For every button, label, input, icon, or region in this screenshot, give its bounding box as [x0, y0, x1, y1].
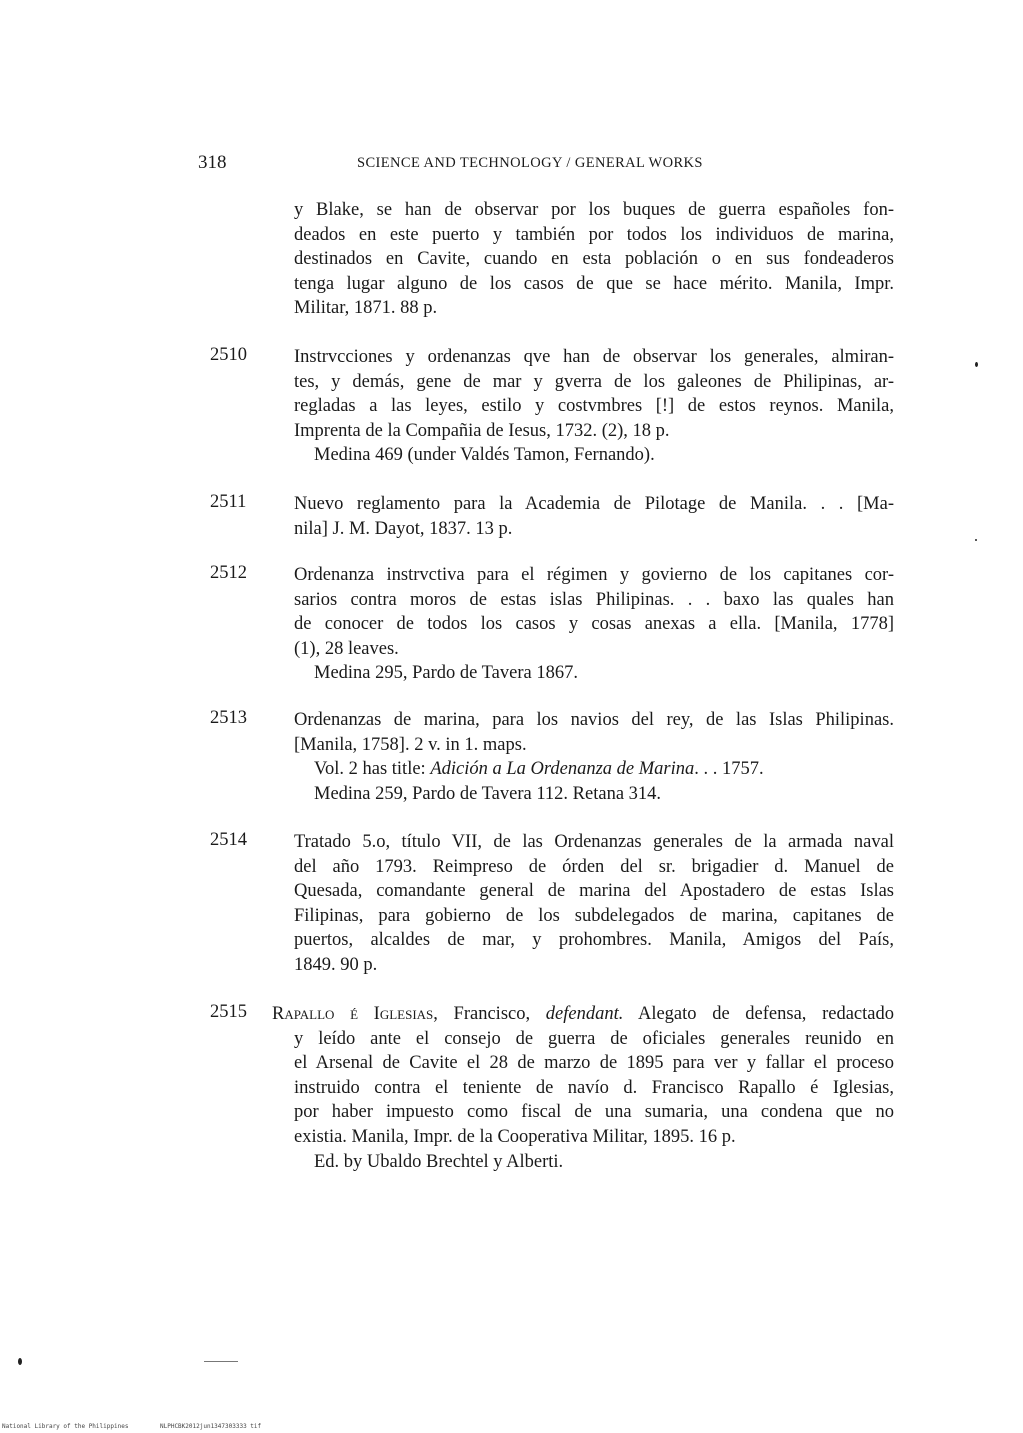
scan-speck [18, 1358, 22, 1365]
text-line: Militar, 1871. 88 p. [294, 298, 438, 319]
title-start: Alegato de defensa, redactado [623, 1004, 894, 1024]
text-line: 1849. 90 p. [294, 954, 378, 975]
text-line: sarios contra moros de estas islas Philipinas. . . baxo las quales han [294, 589, 894, 610]
text-line: tenga lugar alguno de los casos de que se hace mérito. Manila, Impr. [294, 273, 894, 294]
entry-note: Medina 295, Pardo de Tavera 1867. [314, 663, 578, 684]
text-line: Filipinas, para gobierno de los subdelegados de marina, capitanes de [294, 905, 894, 926]
footer-right: NLPHCBK2012jun1347303333 tif [160, 1423, 262, 1430]
running-head: SCIENCE AND TECHNOLOGY / GENERAL WORKS [357, 155, 703, 171]
scan-speck [975, 362, 978, 367]
text-line: de conocer de todos los casos y cosas anexas a ella. [Manila, 1778] [294, 614, 894, 635]
text-line: instruido contra el teniente de navío d. Francisco Rapallo é Iglesias, [294, 1077, 894, 1098]
note-prefix: Vol. 2 has title: [314, 759, 431, 780]
page-number: 318 [198, 152, 227, 173]
text-line: tes, y demás, gene de mar y gverra de los galeones de Philipinas, ar- [294, 371, 894, 392]
entry-number: 2514 [210, 830, 247, 850]
entry-number: 2515 [210, 1002, 247, 1022]
note-suffix: . . . 1757. [694, 759, 764, 780]
text-line: el Arsenal de Cavite el 28 de marzo de 1895 para ver y fallar el proceso [294, 1053, 894, 1074]
text-line: nila] J. M. Dayot, 1837. 13 p. [294, 518, 513, 539]
text-line: y leído ante el consejo de guerra de oficiales generales reunido en [294, 1028, 894, 1049]
text-line: Tratado 5.o, título VII, de las Ordenanzas generales de la armada naval [294, 832, 894, 852]
text-line: Nuevo reglamento para la Academia de Pilotage de Manila. . . [Ma- [294, 494, 894, 514]
text-line: y Blake, se han de observar por los buques de guerra españoles fon- [294, 200, 894, 220]
text-line: regladas a las leyes, estilo y costvmbres [!] de estos reynos. Manila, [294, 396, 894, 417]
entry-note: Medina 469 (under Valdés Tamon, Fernando). [314, 445, 655, 466]
entry-number: 2513 [210, 708, 247, 728]
note-title: Adición a La Ordenanza de Marina [430, 759, 695, 780]
text-line [272, 1002, 894, 1027]
text-line: (1), 28 leaves. [294, 638, 399, 659]
text-line: puertos, alcaldes de mar, y prohombres. Manila, Amigos del País, [294, 930, 894, 951]
entry-note: Ed. by Ubaldo Brechtel y Alberti. [314, 1151, 564, 1172]
text-line: Ordenanzas de marina, para los navios del rey, de las Islas Philipinas. [294, 710, 894, 730]
entry-number: 2511 [210, 492, 247, 512]
entry-note [294, 757, 894, 782]
entry-note: Medina 259, Pardo de Tavera 112. Retana 314. [314, 783, 662, 804]
text-line: existia. Manila, Impr. de la Cooperativa Militar, 1895. 16 p. [294, 1126, 736, 1147]
text-line: Quesada, comandante general de marina del Apostadero de estas Islas [294, 881, 894, 902]
text-line: deados en este puerto y también por todos los individuos de marina, [294, 224, 894, 245]
author-name: Rapallo é Iglesias [272, 1004, 434, 1024]
entry-number: 2512 [210, 563, 247, 583]
text-line: del año 1793. Reimpreso de órden del sr. brigadier d. Manuel de [294, 856, 894, 877]
scan-speck [975, 539, 977, 541]
author-rest: , Francisco, [433, 1004, 546, 1024]
text-line: Imprenta de la Compañia de Iesus, 1732. (2), 18 p. [294, 420, 670, 441]
footer-left: National Library of the Philippines [2, 1423, 129, 1430]
author-role: defendant. [545, 1004, 624, 1024]
text-line: destinados en Cavite, cuando en esta población o en sus fondeaderos [294, 249, 894, 270]
text-line: Instrvcciones y ordenanzas qve han de observar los generales, almiran- [294, 347, 894, 367]
text-line: por haber impuesto como fiscal de una sumaria, una condena que no [294, 1102, 894, 1123]
text-line: Ordenanza instrvctiva para el régimen y govierno de los capitanes cor- [294, 565, 894, 585]
scan-mark [204, 1361, 238, 1362]
entry-number: 2510 [210, 345, 247, 365]
text-line: [Manila, 1758]. 2 v. in 1. maps. [294, 734, 527, 755]
